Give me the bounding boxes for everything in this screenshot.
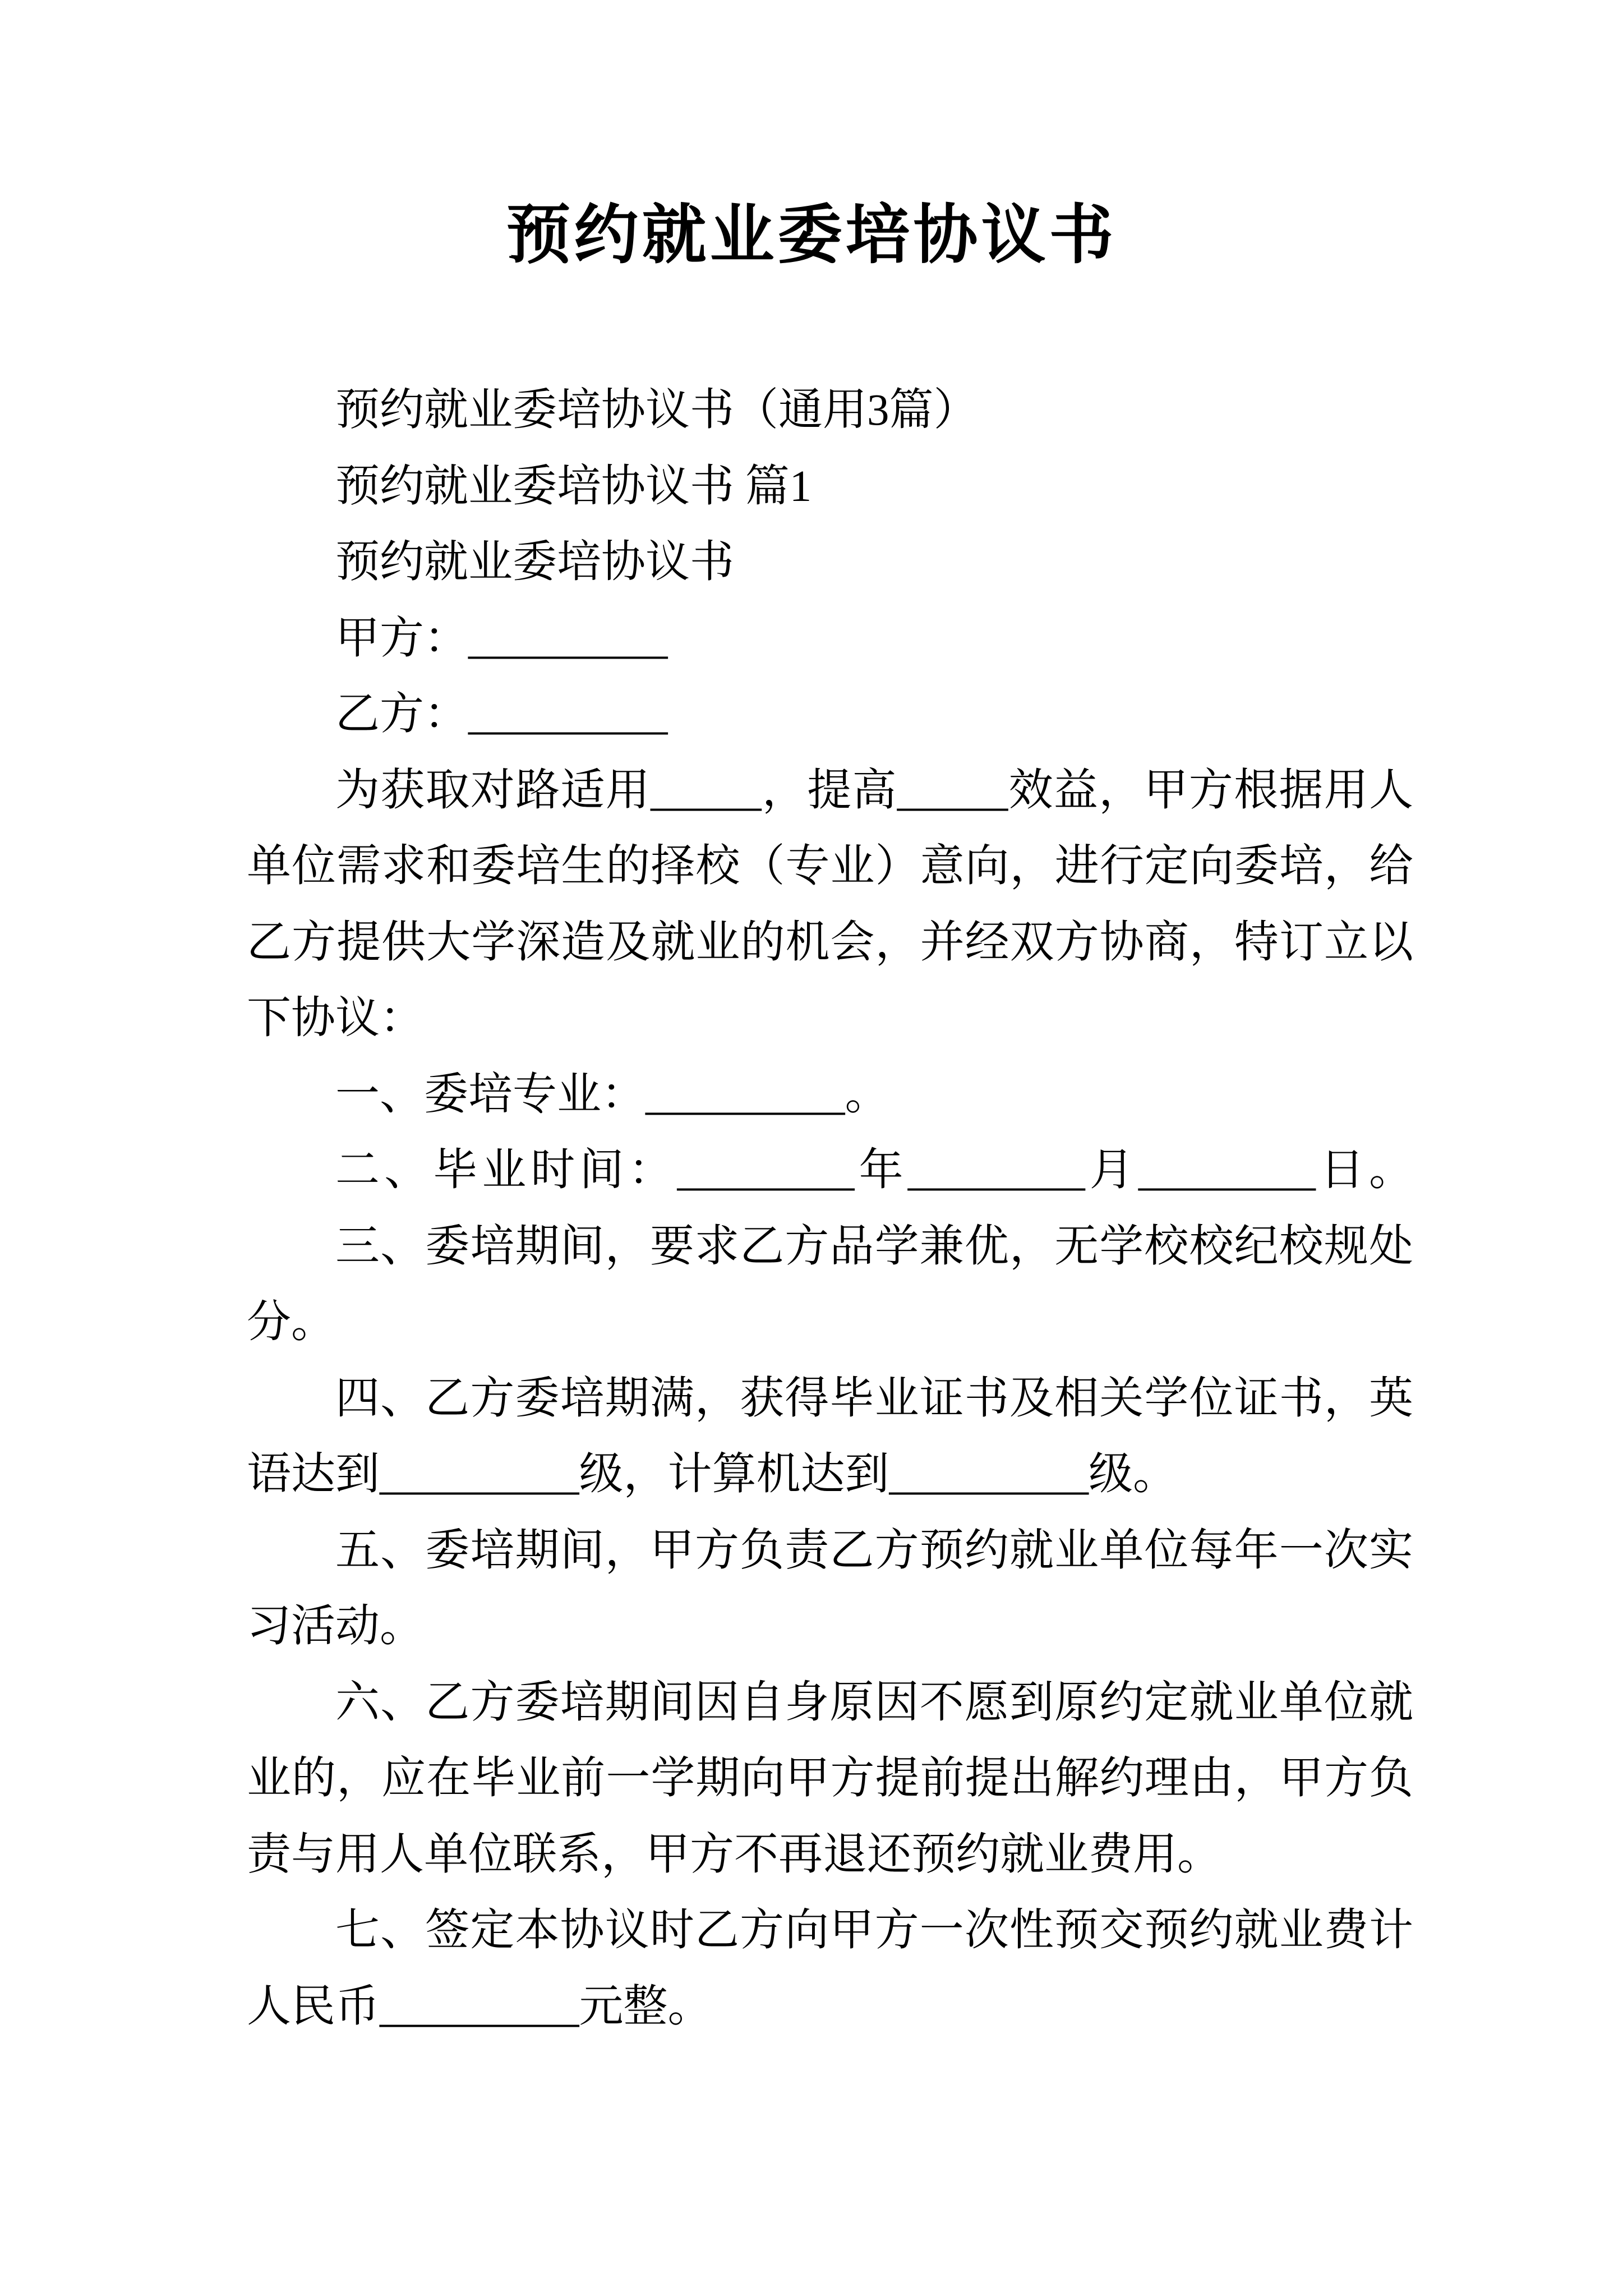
clause-7-line-1: 七、签定本协议时乙方向甲方一次性预交预约就业费计 <box>335 1906 1413 1955</box>
party-a-line: 甲方：_________ <box>335 614 668 663</box>
clause-5-line-2: 习活动。 <box>247 1602 424 1651</box>
preamble-line-1: 为获取对路适用_____，提高_____效益，甲方根据用人 <box>335 766 1413 815</box>
clause-4-line-1: 四、乙方委培期满，获得毕业证书及相关学位证书，英 <box>335 1374 1413 1423</box>
clause-1-line: 一、委培专业：_________。 <box>335 1070 889 1119</box>
clause-6-line-3: 责与用人单位联系，甲方不再退还预约就业费用。 <box>247 1830 1221 1879</box>
subtitle-repeat-line: 预约就业委培协议书 <box>335 538 734 587</box>
document-body <box>247 372 1413 2045</box>
subtitle-part1-line: 预约就业委培协议书 篇1 <box>335 462 812 511</box>
clause-2-line: 二、毕业时间：________年________月________日。 <box>335 1146 1413 1195</box>
preamble-line-3: 乙方提供大学深造及就业的机会，并经双方协商，特订立以 <box>247 918 1413 967</box>
party-b-line: 乙方：_________ <box>335 690 668 739</box>
clause-3-line-2: 分。 <box>247 1298 335 1347</box>
subtitle-general-line: 预约就业委培协议书（通用3篇） <box>335 386 978 435</box>
document-title: 预约就业委培协议书 <box>506 200 1117 271</box>
clause-7-line-2: 人民币_________元整。 <box>247 1982 712 2031</box>
preamble-line-2: 单位需求和委培生的择校（专业）意向，进行定向委培，给 <box>247 842 1413 891</box>
clause-4-line-2: 语达到_________级，计算机达到_________级。 <box>247 1450 1177 1499</box>
preamble-line-4: 下协议： <box>247 994 424 1043</box>
clause-5-line-1: 五、委培期间，甲方负责乙方预约就业单位每年一次实 <box>335 1526 1413 1575</box>
clause-3-line-1: 三、委培期间，要求乙方品学兼优，无学校校纪校规处 <box>335 1222 1413 1271</box>
clause-6-line-1: 六、乙方委培期间因自身原因不愿到原约定就业单位就 <box>335 1678 1413 1727</box>
clause-6-line-2: 业的，应在毕业前一学期向甲方提前提出解约理由，甲方负 <box>247 1754 1413 1803</box>
